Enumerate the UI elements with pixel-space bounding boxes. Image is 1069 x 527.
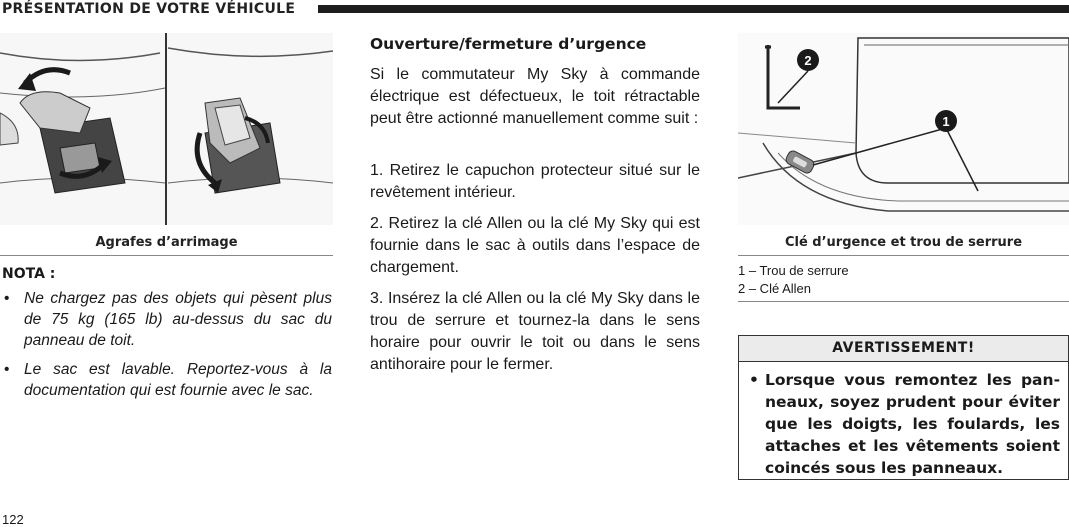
nota-item-text: Ne chargez pas des objets qui pèsent plus de 75 kg (165 lb) au-dessus du sac du panneau de toit. (24, 290, 332, 349)
nota-item-text: Le sac est lavable. Reportez-vous à la documentation qui est fournie avec le sac. (24, 361, 332, 399)
bullet-glyph: • (749, 371, 759, 389)
warning-box (738, 335, 1069, 480)
warning-title: AVERTISSEMENT! (739, 336, 1068, 362)
legend-item: 2 – Clé Allen (738, 281, 811, 296)
callout-2-label: 2 (804, 53, 812, 68)
legend-item: 1 – Trou de serrure (738, 263, 849, 278)
nota-item (2, 288, 332, 351)
header-bar (318, 5, 1069, 13)
callout-1-label: 1 (942, 114, 950, 129)
step-2: 2. Retirez la clé Allen ou la clé My Sky qui est fournie dans le sac à outils dans l’espace de chargement. (370, 215, 700, 276)
page-number: 122 (2, 512, 24, 527)
nota-list (2, 288, 332, 401)
header-title: PRÉSENTATION DE VOTRE VÉHICULE (2, 1, 296, 17)
left-figure-caption: Agrafes d’arrimage (95, 235, 238, 250)
tie-down-clips-drawing (0, 33, 333, 225)
intro-paragraph: Si le commutateur My Sky à commande électrique est défectueux, le toit rétractable peut être actionné manuellement comme suit : (370, 66, 700, 127)
right-figure-caption: Clé d’urgence et trou de serrure (784, 235, 1023, 250)
bullet-glyph: • (4, 361, 10, 378)
section-title: Ouverture/fermeture d’urgence (370, 35, 647, 53)
page-header (0, 0, 1069, 20)
warning-item-text: Lorsque vous remontez les panneaux, soyez prudent pour éviter que les doigts, les foulards, les attaches et les vêtements soient coincés sous les panneaux. (765, 371, 1060, 477)
right-caption-rule (738, 255, 1069, 256)
step-1: 1. Retirez le capuchon protecteur situé sur le revêtement intérieur. (370, 162, 700, 201)
emergency-key-drawing (738, 33, 1069, 225)
warning-item (739, 362, 1068, 479)
bullet-glyph: • (4, 290, 10, 307)
left-caption-rule (0, 255, 333, 256)
legend-rule (738, 301, 1069, 302)
tie-down-clips-illustration (0, 33, 333, 225)
emergency-key-illustration (738, 33, 1069, 225)
step-3: 3. Insérez la clé Allen ou la clé My Sky dans le trou de serrure et tournez-la dans le sens horaire pour ouvrir le toit ou dans le sens antihoraire pour le fermer. (370, 290, 700, 373)
nota-title: NOTA : (2, 266, 56, 282)
nota-item (2, 359, 332, 401)
